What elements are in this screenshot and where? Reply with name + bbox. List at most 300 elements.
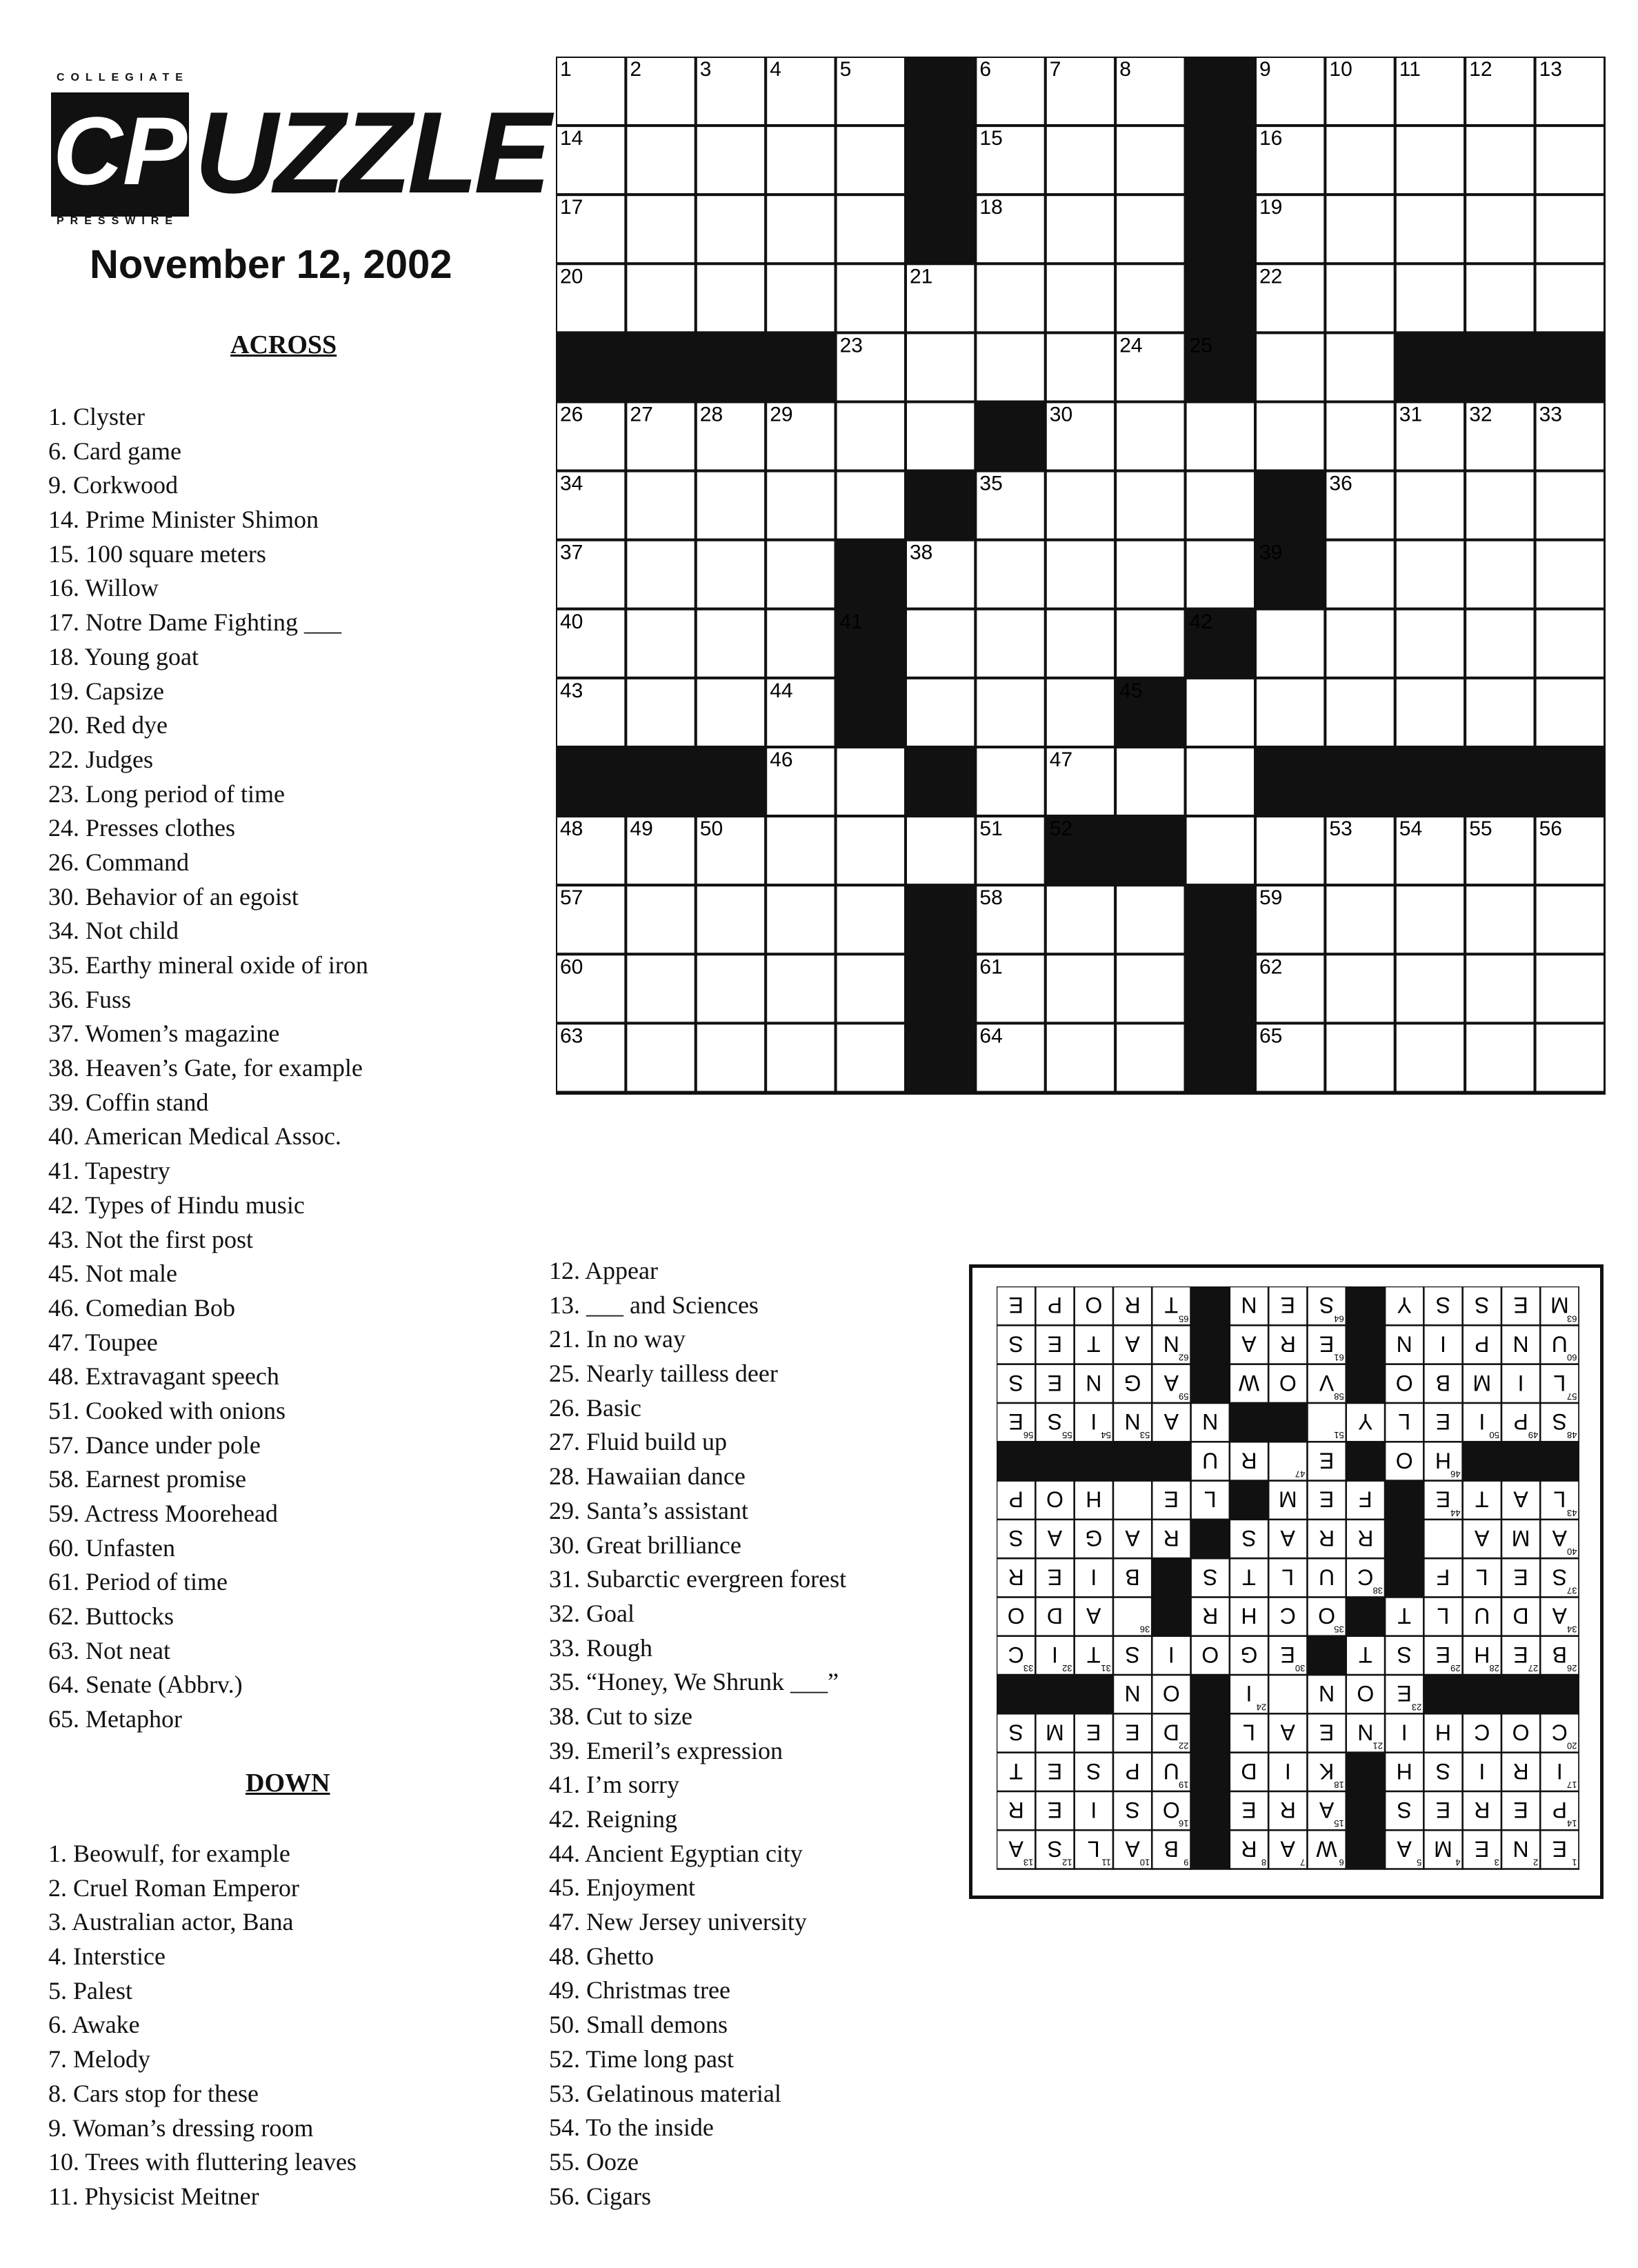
grid-cell[interactable]	[975, 263, 1045, 332]
answer-cell-number: 40	[1567, 1546, 1577, 1558]
answer-cell-number: 63	[1567, 1313, 1577, 1324]
grid-cell[interactable]	[906, 332, 975, 401]
grid-cell[interactable]	[1535, 885, 1605, 954]
grid-cell[interactable]	[696, 471, 766, 540]
grid-cell[interactable]	[1535, 195, 1605, 263]
grid-cell[interactable]	[1325, 195, 1395, 263]
answer-letter: M	[1472, 1370, 1492, 1395]
clue-item: 1. Clyster	[48, 403, 145, 430]
black-square	[696, 747, 766, 816]
answer-letter: E	[1435, 1409, 1451, 1435]
answer-black-square	[1463, 1675, 1501, 1713]
clue-item: 5. Palest	[48, 1976, 132, 2005]
grid-cell[interactable]	[766, 263, 835, 332]
answer-black-square	[1191, 1520, 1230, 1558]
grid-cell[interactable]	[1465, 126, 1535, 195]
grid-cell[interactable]	[1535, 263, 1605, 332]
grid-cell[interactable]	[696, 1023, 766, 1092]
answer-letter: I	[1517, 1370, 1524, 1395]
grid-cell[interactable]	[1465, 195, 1535, 263]
grid-cell[interactable]	[906, 609, 975, 678]
cell-number: 48	[560, 817, 583, 841]
clue-item: 58. Earnest promise	[48, 1465, 246, 1493]
answer-cell-number: 44	[1450, 1507, 1461, 1518]
grid-cell[interactable]	[836, 1023, 906, 1092]
clue-item: 27. Fluid build up	[549, 1428, 728, 1456]
answer-letter: S	[1435, 1758, 1451, 1784]
answer-letter: N	[1124, 1409, 1141, 1435]
grid-cell[interactable]	[1115, 540, 1185, 609]
grid-cell[interactable]	[1535, 609, 1605, 678]
answer-letter: S	[1047, 1409, 1063, 1435]
clue-item: 4. Interstice	[48, 1942, 166, 1971]
grid-cell[interactable]	[1535, 126, 1605, 195]
clue-item: 48. Ghetto	[549, 1942, 654, 1970]
cell-number: 28	[699, 403, 723, 426]
grid-cell[interactable]	[766, 471, 835, 540]
grid-cell[interactable]	[696, 885, 766, 954]
answer-letter: A	[1475, 1525, 1490, 1551]
cell-number: 56	[1539, 817, 1562, 841]
grid-cell[interactable]	[1535, 471, 1605, 540]
cell-number: 19	[1259, 196, 1283, 219]
answer-cell-number: 4	[1455, 1857, 1461, 1868]
grid-cell[interactable]	[1395, 195, 1465, 263]
black-square	[906, 195, 975, 263]
grid-cell[interactable]	[1115, 402, 1185, 471]
answer-letter: H	[1241, 1603, 1257, 1629]
answer-black-square	[1191, 1325, 1230, 1364]
black-square	[1535, 332, 1605, 401]
grid-cell[interactable]	[1186, 747, 1255, 816]
answer-cell-number: 49	[1528, 1430, 1539, 1441]
grid-cell[interactable]	[1395, 885, 1465, 954]
answer-letter: O	[1046, 1486, 1063, 1512]
grid-cell[interactable]	[1395, 263, 1465, 332]
grid-cell[interactable]	[766, 816, 835, 885]
clue-item: 40. American Medical Assoc.	[48, 1122, 341, 1151]
answer-letter: I	[1246, 1681, 1252, 1707]
grid-cell[interactable]	[1115, 885, 1185, 954]
grid-cell[interactable]	[836, 263, 906, 332]
black-square	[626, 332, 695, 401]
grid-cell[interactable]	[626, 126, 695, 195]
grid-cell[interactable]	[1465, 1023, 1535, 1092]
clue-item: 52. Time long past	[549, 2045, 735, 2073]
grid-cell[interactable]	[626, 263, 695, 332]
answer-cell-number: 1	[1572, 1857, 1577, 1868]
cell-number: 13	[1539, 58, 1562, 81]
grid-cell[interactable]	[766, 126, 835, 195]
black-square	[1465, 332, 1535, 401]
grid-cell[interactable]	[696, 609, 766, 678]
answer-cell-number: 18	[1334, 1779, 1344, 1790]
black-square	[1255, 471, 1325, 540]
grid-cell[interactable]	[696, 540, 766, 609]
cell-number: 9	[1259, 58, 1271, 81]
grid-cell[interactable]	[766, 1023, 835, 1092]
clue-item: 48. Extravagant speech	[48, 1362, 279, 1391]
across-clue-list	[48, 400, 368, 1737]
black-square	[1255, 747, 1325, 816]
clue-item: 22. Judges	[48, 745, 153, 773]
grid-cell[interactable]	[766, 195, 835, 263]
grid-cell[interactable]	[1046, 1023, 1115, 1092]
black-square	[1186, 126, 1255, 195]
clue-item: 37. Women’s magazine	[48, 1019, 280, 1048]
grid-cell[interactable]	[906, 816, 975, 885]
grid-cell[interactable]	[766, 540, 835, 609]
grid-cell[interactable]	[1395, 678, 1465, 747]
grid-cell[interactable]	[836, 126, 906, 195]
grid-cell[interactable]	[1325, 126, 1395, 195]
answer-black-square	[1346, 1325, 1385, 1364]
answer-letter: F	[1436, 1564, 1450, 1590]
cell-number: 1	[560, 58, 572, 81]
answer-letter: I	[1284, 1758, 1291, 1784]
answer-letter: L	[1475, 1564, 1488, 1590]
grid-cell[interactable]	[836, 885, 906, 954]
grid-cell[interactable]	[1046, 126, 1115, 195]
answer-letter: P	[1552, 1798, 1568, 1823]
grid-cell[interactable]	[1325, 332, 1395, 401]
grid-cell[interactable]	[626, 195, 695, 263]
grid-cell[interactable]	[1255, 402, 1325, 471]
grid-cell[interactable]	[1115, 747, 1185, 816]
clue-item: 44. Ancient Egyptian city	[549, 1839, 803, 1867]
grid-cell[interactable]	[696, 678, 766, 747]
black-square	[1186, 1023, 1255, 1092]
answer-letter: A	[1125, 1836, 1140, 1862]
answer-cell-number: 61	[1334, 1352, 1344, 1363]
grid-cell[interactable]	[626, 471, 695, 540]
answer-black-square	[1152, 1558, 1190, 1597]
clue-item: 7. Melody	[48, 2045, 150, 2073]
answer-letter: N	[1512, 1836, 1529, 1862]
answer-letter: A	[1086, 1603, 1101, 1629]
answer-letter: O	[1395, 1448, 1413, 1473]
answer-cell-number: 46	[1450, 1469, 1461, 1480]
answer-cell	[1268, 1675, 1307, 1713]
cell-number: 47	[1049, 748, 1073, 771]
grid-cell[interactable]	[696, 263, 766, 332]
answer-letter: C	[1357, 1564, 1374, 1590]
grid-cell[interactable]	[975, 332, 1045, 401]
cell-number: 61	[979, 955, 1003, 979]
answer-letter: N	[1202, 1409, 1219, 1435]
cell-number: 32	[1469, 403, 1492, 426]
grid-cell[interactable]	[1395, 609, 1465, 678]
grid-cell[interactable]	[975, 747, 1045, 816]
answer-letter: A	[1552, 1525, 1568, 1551]
down-clue-list-1	[48, 1837, 357, 2214]
grid-cell[interactable]	[975, 540, 1045, 609]
answer-letter: W	[1238, 1370, 1260, 1395]
grid-cell[interactable]	[836, 954, 906, 1023]
grid-cell[interactable]	[1186, 402, 1255, 471]
answer-letter: E	[1513, 1798, 1528, 1823]
grid-cell[interactable]	[836, 471, 906, 540]
answer-letter: D	[1163, 1720, 1179, 1745]
grid-cell[interactable]	[1395, 954, 1465, 1023]
grid-cell[interactable]	[1115, 471, 1185, 540]
answer-letter: O	[1007, 1603, 1025, 1629]
clue-item: 10. Trees with fluttering leaves	[48, 2148, 357, 2176]
answer-letter: I	[1556, 1758, 1563, 1784]
grid-cell[interactable]	[626, 540, 695, 609]
answer-letter: S	[1047, 1836, 1063, 1862]
cell-number: 14	[560, 127, 583, 150]
answer-letter: E	[1319, 1720, 1335, 1745]
answer-letter: H	[1396, 1758, 1412, 1784]
answer-black-square	[1307, 1636, 1346, 1675]
answer-letter: B	[1163, 1836, 1179, 1862]
grid-cell[interactable]	[1465, 954, 1535, 1023]
clue-item: 42. Reigning	[549, 1805, 677, 1833]
grid-cell[interactable]	[836, 402, 906, 471]
answer-black-square	[1540, 1675, 1579, 1713]
cell-number: 49	[630, 817, 653, 841]
grid-cell[interactable]	[1465, 885, 1535, 954]
answer-black-square	[1230, 1481, 1268, 1520]
grid-cell[interactable]	[1046, 332, 1115, 401]
answer-letter: E	[1163, 1486, 1179, 1512]
answer-letter: P	[1475, 1331, 1490, 1357]
grid-cell[interactable]	[1046, 609, 1115, 678]
answer-letter: E	[1047, 1564, 1063, 1590]
answer-letter: G	[1085, 1525, 1103, 1551]
answer-cell-number: 51	[1334, 1430, 1344, 1441]
clue-item: 35. Earthy mineral oxide of iron	[48, 951, 368, 979]
clue-item: 36. Fuss	[48, 985, 132, 1013]
grid-cell[interactable]	[1465, 471, 1535, 540]
grid-cell[interactable]	[1255, 332, 1325, 401]
answer-letter: I	[1090, 1564, 1097, 1590]
grid-cell[interactable]	[1046, 263, 1115, 332]
grid-cell[interactable]	[836, 195, 906, 263]
answer-letter: A	[1397, 1836, 1412, 1862]
grid-cell[interactable]	[1535, 540, 1605, 609]
grid-cell[interactable]	[1186, 678, 1255, 747]
answer-cell-number: 29	[1450, 1663, 1461, 1673]
black-square	[766, 332, 835, 401]
cell-number: 27	[630, 403, 653, 426]
grid-cell[interactable]	[1325, 1023, 1395, 1092]
grid-cell[interactable]	[696, 195, 766, 263]
cell-number: 5	[839, 58, 852, 81]
cell-number: 2	[630, 58, 642, 81]
cell-number: 46	[770, 748, 793, 771]
answer-letter: A	[1008, 1836, 1023, 1862]
grid-cell[interactable]	[626, 678, 695, 747]
answer-cell-number: 11	[1101, 1857, 1111, 1868]
grid-cell[interactable]	[1046, 954, 1115, 1023]
answer-letter: V	[1319, 1370, 1335, 1395]
grid-cell[interactable]	[766, 885, 835, 954]
grid-cell[interactable]	[1325, 540, 1395, 609]
answer-letter: L	[1087, 1836, 1100, 1862]
answer-letter: E	[1241, 1798, 1257, 1823]
answer-letter: U	[1551, 1331, 1568, 1357]
answer-letter: I	[1440, 1331, 1446, 1357]
grid-cell[interactable]	[1395, 1023, 1465, 1092]
grid-cell[interactable]	[1255, 609, 1325, 678]
cell-number: 44	[770, 679, 793, 702]
answer-letter: C	[1474, 1720, 1490, 1745]
grid-cell[interactable]	[1115, 126, 1185, 195]
logo-word: UZZLE	[194, 88, 548, 217]
answer-letter: R	[1124, 1293, 1141, 1318]
grid-cell[interactable]	[1115, 195, 1185, 263]
clue-item: 31. Subarctic evergreen forest	[549, 1565, 847, 1593]
clue-item: 29. Santa’s assistant	[549, 1496, 748, 1524]
answer-grid	[969, 1264, 1604, 1899]
answer-letter: R	[1241, 1836, 1257, 1862]
grid-cell[interactable]	[696, 954, 766, 1023]
cell-number: 55	[1469, 817, 1492, 841]
grid-cell[interactable]	[1115, 609, 1185, 678]
answer-letter: S	[1319, 1293, 1335, 1318]
clue-item: 49. Christmas tree	[549, 1976, 730, 2005]
answer-letter: O	[1201, 1642, 1219, 1667]
cell-number: 50	[699, 817, 723, 841]
grid-cell[interactable]	[1325, 678, 1395, 747]
grid-cell[interactable]	[766, 954, 835, 1023]
clue-item: 13. ___ and Sciences	[549, 1291, 759, 1319]
answer-letter: I	[1090, 1798, 1097, 1823]
grid-cell[interactable]	[1535, 1023, 1605, 1092]
clue-item: 45. Not male	[48, 1260, 177, 1288]
answer-black-square	[1385, 1558, 1424, 1597]
grid-cell[interactable]	[836, 816, 906, 885]
grid-cell[interactable]	[1325, 954, 1395, 1023]
grid-cell[interactable]	[1255, 816, 1325, 885]
answer-cell-number: 32	[1062, 1663, 1072, 1673]
down-clue-list-2	[549, 1254, 846, 2214]
cell-number: 51	[979, 817, 1003, 841]
grid-cell[interactable]	[696, 126, 766, 195]
grid-cell[interactable]	[836, 747, 906, 816]
grid-cell[interactable]	[1186, 540, 1255, 609]
grid-cell[interactable]	[1046, 678, 1115, 747]
grid-cell[interactable]	[906, 678, 975, 747]
answer-letter: L	[1203, 1486, 1217, 1512]
grid-cell[interactable]	[1395, 126, 1465, 195]
grid-cell[interactable]	[975, 678, 1045, 747]
grid-cell[interactable]	[766, 609, 835, 678]
answer-black-square	[1463, 1442, 1501, 1480]
grid-cell[interactable]	[906, 402, 975, 471]
answer-letter: C	[1279, 1603, 1296, 1629]
grid-cell[interactable]	[1186, 471, 1255, 540]
cell-number: 33	[1539, 403, 1562, 426]
grid-cell[interactable]	[626, 885, 695, 954]
grid-cell[interactable]	[1325, 885, 1395, 954]
cell-number: 42	[1189, 610, 1212, 633]
grid-cell[interactable]	[1046, 885, 1115, 954]
grid-cell[interactable]	[1465, 263, 1535, 332]
cell-number: 64	[979, 1024, 1003, 1048]
clue-item: 56. Cigars	[549, 2182, 651, 2210]
grid-cell[interactable]	[1395, 540, 1465, 609]
grid-cell[interactable]	[1465, 609, 1535, 678]
clue-item: 8. Cars stop for these	[48, 2079, 259, 2107]
grid-cell[interactable]	[1046, 540, 1115, 609]
answer-letter: C	[1008, 1642, 1024, 1667]
clue-item: 30. Behavior of an egoist	[48, 882, 299, 911]
cell-number: 38	[910, 541, 933, 564]
answer-letter: L	[1281, 1564, 1295, 1590]
cell-number: 16	[1259, 127, 1283, 150]
answer-letter: E	[1552, 1836, 1568, 1862]
grid-cell[interactable]	[626, 1023, 695, 1092]
cell-number: 8	[1119, 58, 1131, 81]
grid-cell[interactable]	[1186, 816, 1255, 885]
grid-cell[interactable]	[626, 609, 695, 678]
black-square	[1535, 747, 1605, 816]
grid-cell[interactable]	[1535, 678, 1605, 747]
answer-letter: M	[1046, 1720, 1064, 1745]
answer-cell-number: 5	[1417, 1857, 1422, 1868]
grid-cell[interactable]	[1465, 540, 1535, 609]
answer-grid-svg	[997, 1286, 1579, 1876]
grid-cell[interactable]	[1046, 195, 1115, 263]
grid-cell[interactable]	[1465, 678, 1535, 747]
answer-letter: E	[1086, 1720, 1101, 1745]
grid-cell[interactable]	[1115, 954, 1185, 1023]
cell-number: 20	[560, 265, 583, 288]
answer-letter: Y	[1397, 1293, 1412, 1318]
answer-letter: A	[1125, 1525, 1140, 1551]
answer-letter: G	[1123, 1370, 1141, 1395]
clue-item: 11. Physicist Meitner	[48, 2182, 259, 2210]
answer-black-square	[1191, 1675, 1230, 1713]
answer-letter: E	[1319, 1331, 1335, 1357]
answer-cell-number: 59	[1179, 1391, 1189, 1402]
answer-letter: S	[1475, 1293, 1490, 1318]
answer-letter: U	[1202, 1448, 1219, 1473]
grid-cell[interactable]	[1395, 471, 1465, 540]
answer-letter: E	[1047, 1758, 1063, 1784]
cell-number: 65	[1259, 1024, 1283, 1048]
grid-cell[interactable]	[1115, 1023, 1185, 1092]
answer-black-square	[1268, 1403, 1307, 1442]
grid-cell[interactable]	[1325, 263, 1395, 332]
grid-cell[interactable]	[1115, 263, 1185, 332]
grid-cell[interactable]	[1325, 609, 1395, 678]
answer-cell-number: 19	[1179, 1779, 1189, 1790]
grid-cell[interactable]	[975, 609, 1045, 678]
grid-cell[interactable]	[1535, 954, 1605, 1023]
answer-cell-number: 8	[1261, 1857, 1267, 1868]
grid-cell[interactable]	[1255, 678, 1325, 747]
cell-number: 11	[1399, 58, 1421, 81]
answer-letter: E	[1047, 1798, 1063, 1823]
cell-number: 63	[560, 1024, 583, 1048]
answer-letter: L	[1437, 1603, 1450, 1629]
black-square	[1395, 332, 1465, 401]
grid-cell[interactable]	[626, 954, 695, 1023]
answer-letter: R	[1318, 1525, 1335, 1551]
clue-item: 32. Goal	[549, 1599, 635, 1627]
answer-cell-number: 23	[1411, 1702, 1422, 1713]
black-square	[556, 747, 626, 816]
answer-cell-number: 16	[1179, 1818, 1189, 1829]
grid-cell[interactable]	[1325, 402, 1395, 471]
answer-letter: T	[1475, 1486, 1489, 1512]
cell-number: 34	[560, 472, 583, 495]
grid-cell[interactable]	[1046, 471, 1115, 540]
